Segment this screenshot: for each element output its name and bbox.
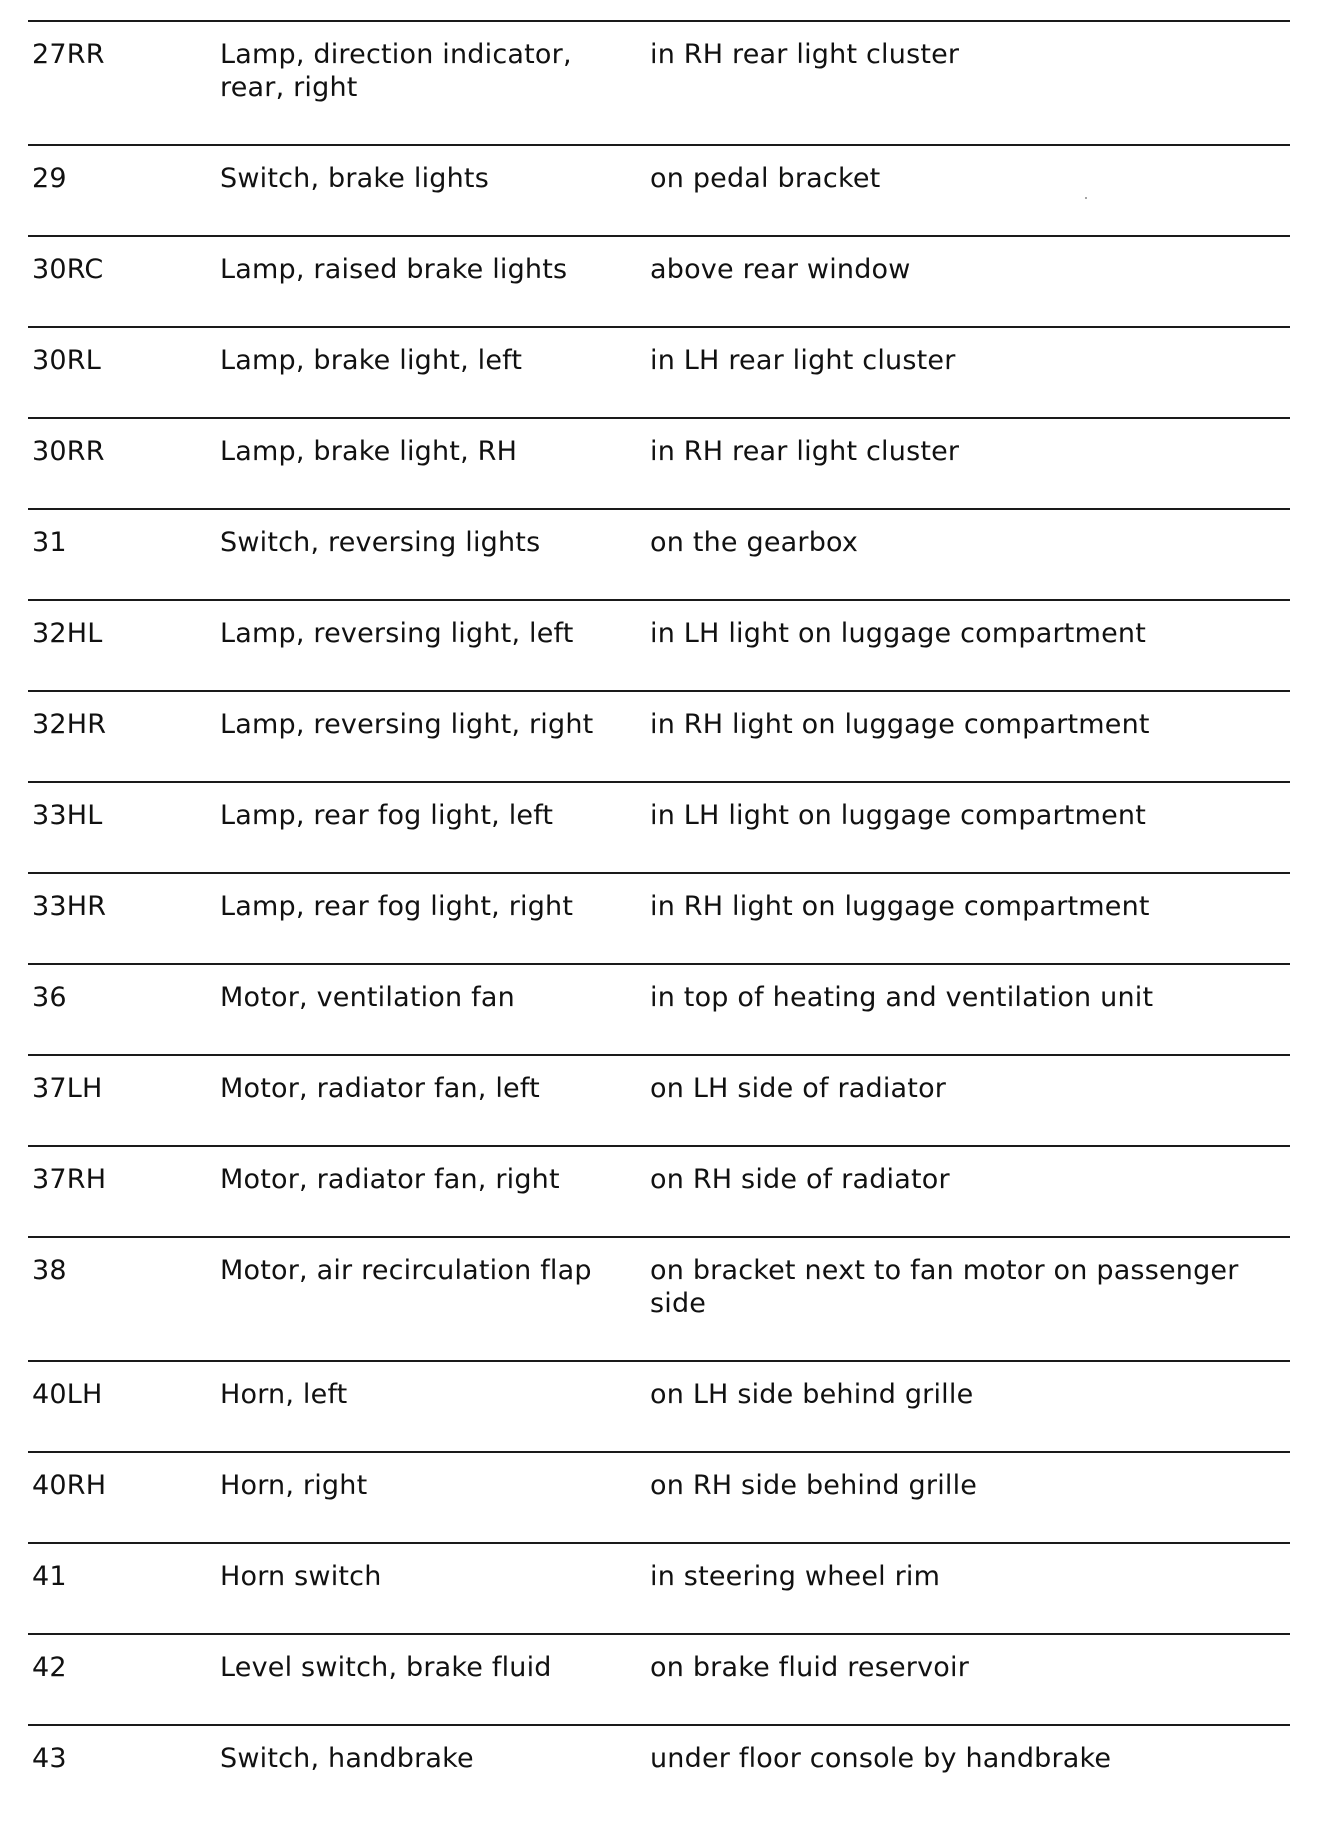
component-code: 32HL <box>32 618 103 649</box>
component-description: Lamp, brake light, left <box>220 345 523 376</box>
table-row <box>28 144 1290 235</box>
table-row <box>28 508 1290 599</box>
component-description: Motor, ventilation fan <box>220 982 515 1013</box>
component-description: Horn, right <box>220 1470 368 1501</box>
component-description: Lamp, raised brake lights <box>220 254 568 285</box>
component-location: on the gearbox <box>650 527 859 558</box>
component-code: 37LH <box>32 1073 103 1104</box>
component-location: on RH side of radiator <box>650 1164 950 1195</box>
table-row <box>28 1633 1290 1724</box>
component-code: 30RC <box>32 254 104 285</box>
component-location: above rear window <box>650 254 911 285</box>
table-row <box>28 417 1290 508</box>
component-code: 32HR <box>32 709 107 740</box>
component-location: on LH side of radiator <box>650 1073 947 1104</box>
table-row <box>28 690 1290 781</box>
component-code: 38 <box>32 1255 67 1286</box>
component-description: Motor, radiator fan, right <box>220 1164 560 1195</box>
component-description: Switch, handbrake <box>220 1743 474 1774</box>
table-row <box>28 599 1290 690</box>
component-description: Lamp, rear fog light, left <box>220 800 554 831</box>
component-code: 43 <box>32 1743 67 1774</box>
component-location: on RH side behind grille <box>650 1470 978 1501</box>
component-code: 30RL <box>32 345 101 376</box>
table-row <box>28 1236 1290 1360</box>
component-code: 40LH <box>32 1379 103 1410</box>
table-row <box>28 20 1290 144</box>
table-row <box>28 235 1290 326</box>
component-description: Lamp, rear fog light, right <box>220 891 574 922</box>
component-description: Level switch, brake fluid <box>220 1652 552 1683</box>
component-description: Horn switch <box>220 1561 382 1592</box>
component-location: in RH light on luggage compartment <box>650 891 1150 922</box>
component-location: in RH rear light cluster <box>650 39 960 70</box>
component-description: Motor, air recirculation flap <box>220 1255 592 1286</box>
scan-speck <box>1085 197 1087 199</box>
component-code: 41 <box>32 1561 67 1592</box>
component-location: on bracket next to fan motor on passenger side <box>650 1255 1239 1319</box>
component-description: Switch, brake lights <box>220 163 489 194</box>
component-code: 27RR <box>32 39 105 70</box>
component-code: 33HR <box>32 891 107 922</box>
table-row <box>28 963 1290 1054</box>
component-code: 42 <box>32 1652 67 1683</box>
component-location: in LH rear light cluster <box>650 345 956 376</box>
component-location: on LH side behind grille <box>650 1379 974 1410</box>
component-location: in LH light on luggage compartment <box>650 800 1146 831</box>
component-code: 31 <box>32 527 67 558</box>
table-row <box>28 872 1290 963</box>
component-code: 33HL <box>32 800 103 831</box>
component-description: Horn, left <box>220 1379 348 1410</box>
component-location: in RH light on luggage compartment <box>650 709 1150 740</box>
component-code: 36 <box>32 982 67 1013</box>
component-description: Lamp, direction indicator, rear, right <box>220 39 572 103</box>
table-row <box>28 781 1290 872</box>
component-location: in steering wheel rim <box>650 1561 941 1592</box>
component-description: Motor, radiator fan, left <box>220 1073 540 1104</box>
table-row <box>28 1360 1290 1451</box>
table-row <box>28 1542 1290 1633</box>
table-row <box>28 1145 1290 1236</box>
component-location: under floor console by handbrake <box>650 1743 1112 1774</box>
component-code: 29 <box>32 163 67 194</box>
component-code: 30RR <box>32 436 105 467</box>
table-row <box>28 1451 1290 1542</box>
component-description: Lamp, reversing light, right <box>220 709 594 740</box>
table-row <box>28 1724 1290 1815</box>
component-code: 40RH <box>32 1470 107 1501</box>
component-code: 37RH <box>32 1164 107 1195</box>
component-location: in RH rear light cluster <box>650 436 960 467</box>
component-location: in top of heating and ventilation unit <box>650 982 1154 1013</box>
component-location: on pedal bracket <box>650 163 881 194</box>
component-location: in LH light on luggage compartment <box>650 618 1146 649</box>
component-description: Lamp, reversing light, left <box>220 618 574 649</box>
component-table <box>28 20 1290 1815</box>
table-row <box>28 326 1290 417</box>
component-description: Switch, reversing lights <box>220 527 541 558</box>
component-description: Lamp, brake light, RH <box>220 436 518 467</box>
component-location: on brake fluid reservoir <box>650 1652 970 1683</box>
table-row <box>28 1054 1290 1145</box>
